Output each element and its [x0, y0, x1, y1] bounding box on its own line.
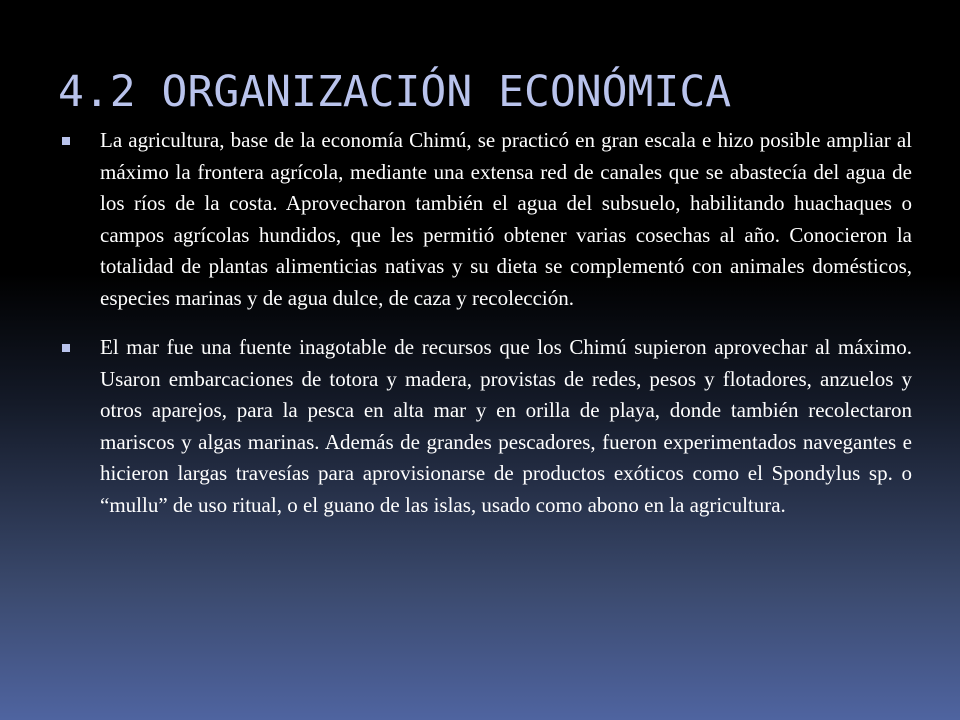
- bullet-text: La agricultura, base de la economía Chimú, se practicó en gran escala e hizo posible ampliar al máximo la frontera agrícola, mediante una extensa red de canales que se abastecía del agua de los ríos de la costa. Aprovecharon también el agua del subsuelo, habilitando huachaques o campos agrícolas hundidos, que les permitió obtener varias cosechas al año. Conocieron la totalidad de plantas alimenticias nativas y su dieta se complementó con animales domésticos, especies marinas y de agua dulce, de caza y recolección.: [100, 128, 912, 310]
- slide-title: 4.2 ORGANIZACIÓN ECONÓMICA: [58, 67, 732, 117]
- bullet-item-agricultura: [62, 125, 912, 314]
- bullet-list: [62, 125, 912, 521]
- bullet-item-mar: [62, 332, 912, 521]
- square-bullet-icon: [62, 137, 70, 145]
- bullet-text: El mar fue una fuente inagotable de recursos que los Chimú supieron aprovechar al máximo. Usaron embarcaciones de totora y madera, provistas de redes, pesos y flotadores, anzuelos y otros aparejos, para la pesca en alta mar y en orilla de playa, donde también recolectaron mariscos y algas marinas. Además de grandes pescadores, fueron experimentados navegantes e hicieron largas travesías para aprovisionarse de productos exóticos como el Spondylus sp. o “mullu” de uso ritual, o el guano de las islas, usado como abono en la agricultura.: [100, 335, 912, 517]
- square-bullet-icon: [62, 344, 70, 352]
